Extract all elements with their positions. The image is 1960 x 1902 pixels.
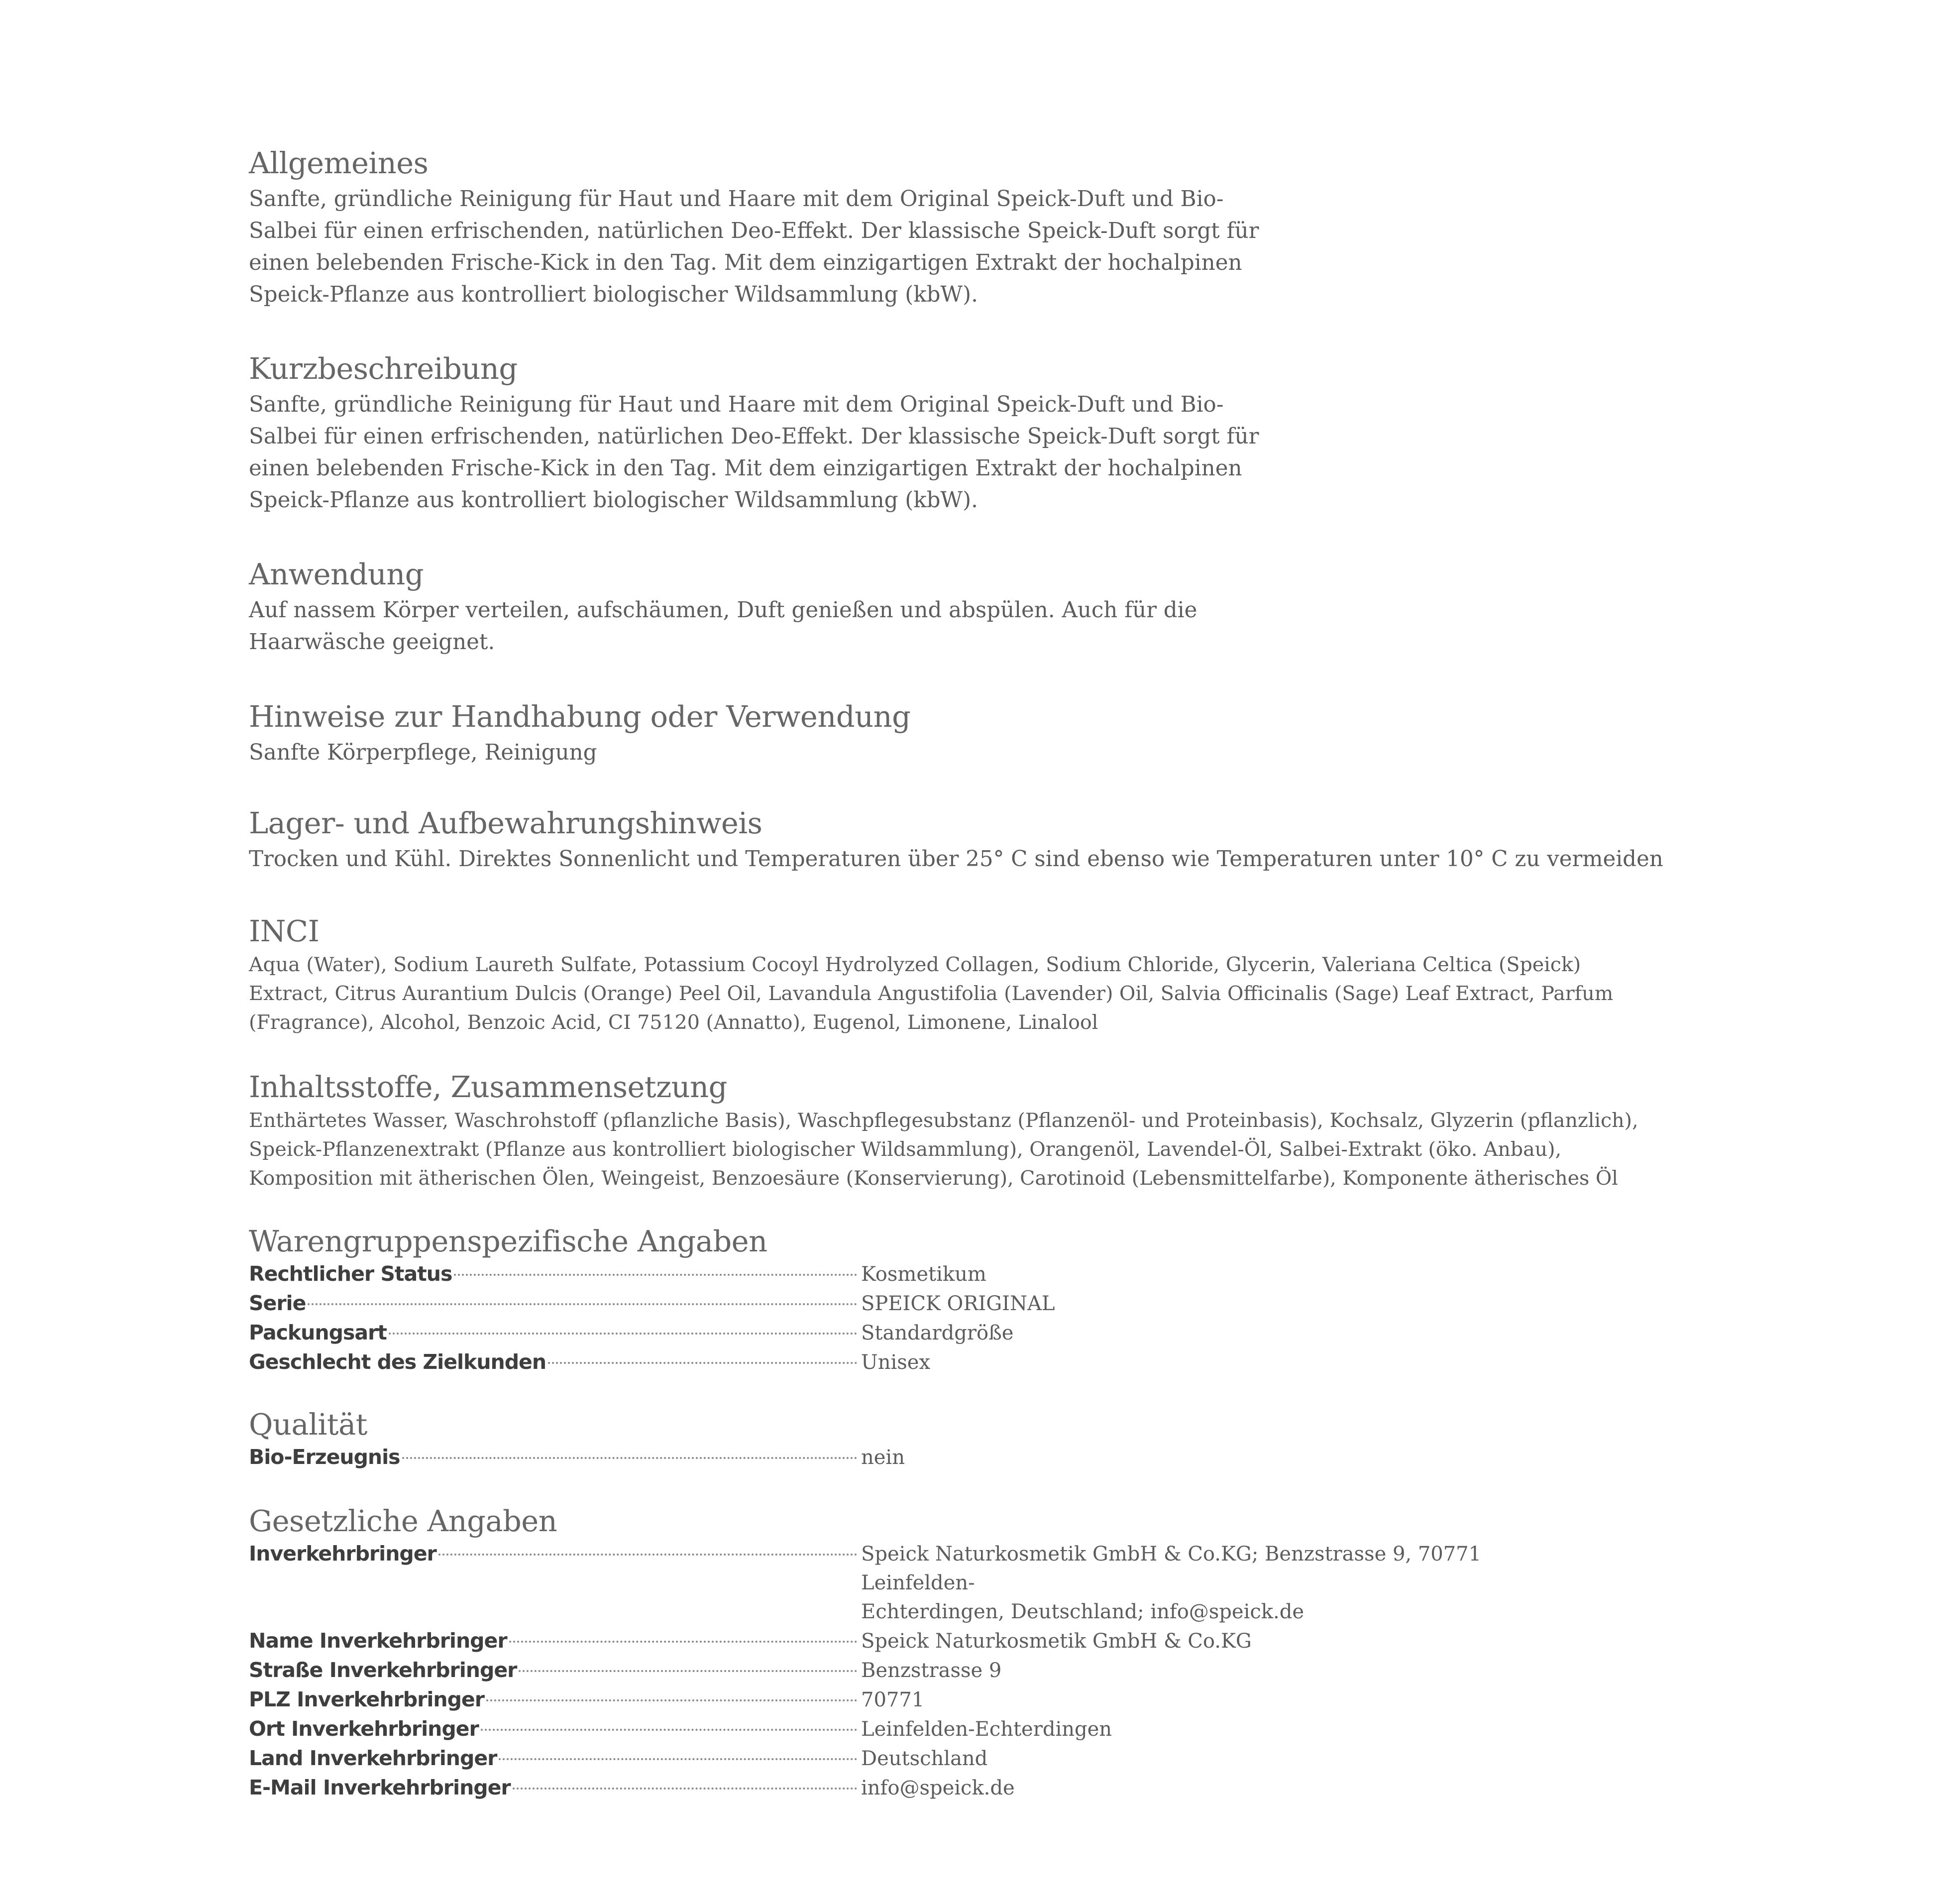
dot-leader (481, 1729, 857, 1731)
spec-value: Standardgröße (861, 1322, 1014, 1344)
spec-key-cell (249, 1443, 861, 1471)
spec-row (249, 1656, 1593, 1685)
dot-leader (454, 1274, 857, 1276)
section-lager (249, 805, 1663, 875)
spec-key: PLZ Inverkehrbringer (249, 1687, 484, 1711)
spec-key-cell (249, 1289, 861, 1318)
section-heading: Anwendung (249, 557, 424, 591)
spec-value: Deutschland (861, 1747, 988, 1770)
spec-list (249, 1443, 1593, 1472)
dot-leader (438, 1554, 857, 1556)
section-text: Sanfte, gründliche Reinigung für Haut und Haare mit dem Original Speick-Duft und Bio- Salbei für einen erfrischenden, natürlichen Deo-Effekt. Der klassische Speick-Duft sorgt für einen belebenden Frische-Kick in den Tag. Mit dem einzigartigen Extrakt der hochalpinen Speick-Pflanze aus kontrolliert biologischer Wildsammlung (kbW). (249, 392, 1259, 513)
dot-leader (509, 1641, 857, 1643)
spec-key-cell (249, 1714, 861, 1743)
section-warengruppe (249, 1224, 1593, 1377)
section-hinweise (249, 699, 910, 769)
spec-value: SPEICK ORIGINAL (861, 1292, 1055, 1315)
section-heading: Allgemeines (249, 146, 429, 180)
spec-key: Inverkehrbringer (249, 1542, 436, 1566)
dot-leader (308, 1303, 857, 1305)
section-heading: Lager- und Aufbewahrungshinweis (249, 806, 762, 840)
spec-key: Ort Inverkehrbringer (249, 1717, 479, 1741)
section-inhaltsstoffe (249, 1069, 1638, 1193)
section-text: Aqua (Water), Sodium Laureth Sulfate, Potassium Cocoyl Hydrolyzed Collagen, Sodium Chloride, Glycerin, Valeriana Celtica (Speick) Extract, Citrus Aurantium Dulcis (Orange) Peel Oil, Lavandula Angustifolia (Lavender) Oil, Salvia Officinalis (Sage) Leaf Extract, Parfum (Fragrance), Alcohol, Benzoic Acid, CI 75120 (Annatto), Eugenol, Limonene, Linalool (249, 953, 1614, 1034)
section-text: Enthärtetes Wasser, Waschrohstoff (pflanzliche Basis), Waschpflegesubstanz (Pflanzenöl- und Proteinbasis), Kochsalz, Glyzerin (pflanzlich), Speick-Pflanzenextrakt (Pflanze aus kontrolliert biologischer Wildsammlung), Orangenöl, Lavendel-Öl, Salbei-Extrakt (öko. Anbau), Komposition mit ätherischen Ölen, Weingeist, Benzoesäure (Konservierung), Carotinoid (Lebensmittelfarbe), Komponente ätherisches Öl (249, 1109, 1638, 1190)
spec-value: Benzstrasse 9 (861, 1659, 1002, 1682)
spec-row (249, 1347, 1593, 1377)
section-text: Sanfte, gründliche Reinigung für Haut und Haare mit dem Original Speick-Duft und Bio- Salbei für einen erfrischenden, natürlichen Deo-Effekt. Der klassische Speick-Duft sorgt für einen belebenden Frische-Kick in den Tag. Mit dem einzigartigen Extrakt der hochalpinen Speick-Pflanze aus kontrolliert biologischer Wildsammlung (kbW). (249, 187, 1259, 307)
dot-leader (499, 1758, 857, 1760)
dot-leader (389, 1333, 857, 1335)
section-heading: Hinweise zur Handhabung oder Verwendung (249, 699, 911, 734)
spec-row (249, 1289, 1593, 1318)
spec-row (249, 1539, 1593, 1626)
section-heading: INCI (249, 914, 320, 948)
section-inci (249, 913, 1613, 1037)
spec-row (249, 1626, 1593, 1656)
spec-key: E-Mail Inverkehrbringer (249, 1776, 511, 1799)
section-heading: Warengruppenspezifische Angaben (249, 1224, 767, 1258)
spec-row (249, 1685, 1593, 1714)
spec-value: nein (861, 1446, 905, 1469)
spec-row (249, 1773, 1593, 1802)
spec-value: Speick Naturkosmetik GmbH & Co.KG (861, 1630, 1252, 1653)
dot-leader (519, 1670, 857, 1672)
spec-key: Bio-Erzeugnis (249, 1445, 400, 1469)
spec-key-cell (249, 1318, 861, 1347)
spec-list (249, 1539, 1593, 1802)
section-heading: Gesetzliche Angaben (249, 1504, 557, 1538)
spec-value: Speick Naturkosmetik GmbH & Co.KG; Benzstrasse 9, 70771 Leinfelden- Echterdingen, Deutschland; info@speick.de (861, 1543, 1482, 1623)
spec-key: Geschlecht des Zielkunden (249, 1350, 546, 1374)
spec-key-cell (249, 1744, 861, 1773)
spec-row (249, 1318, 1593, 1347)
section-text: Auf nassem Körper verteilen, aufschäumen, Duft genießen und abspülen. Auch für die Haarwäsche geeignet. (249, 598, 1198, 655)
section-heading: Inhaltsstoffe, Zusammensetzung (249, 1070, 727, 1104)
spec-key: Name Inverkehrbringer (249, 1629, 507, 1653)
section-text: Sanfte Körperpflege, Reinigung (249, 740, 597, 765)
spec-row (249, 1259, 1593, 1289)
section-heading: Qualität (249, 1407, 367, 1442)
spec-value: Kosmetikum (861, 1263, 986, 1286)
spec-value: 70771 (861, 1688, 925, 1711)
spec-row (249, 1714, 1593, 1744)
spec-list (249, 1259, 1593, 1377)
spec-key-cell (249, 1656, 861, 1684)
spec-key: Serie (249, 1291, 306, 1315)
dot-leader (513, 1788, 857, 1790)
spec-key: Rechtlicher Status (249, 1262, 452, 1286)
section-text: Trocken und Kühl. Direktes Sonnenlicht und Temperaturen über 25° C sind ebenso wie Temperaturen unter 10° C zu vermeiden (249, 847, 1663, 872)
spec-key-cell (249, 1539, 861, 1568)
dot-leader (486, 1699, 857, 1701)
spec-key-cell (249, 1626, 861, 1655)
section-anwendung (249, 557, 1197, 658)
section-gesetzlich (249, 1503, 1593, 1802)
section-heading: Kurzbeschreibung (249, 351, 518, 386)
spec-key: Packungsart (249, 1321, 387, 1344)
spec-value: Leinfelden-Echterdingen (861, 1718, 1112, 1741)
spec-key-cell (249, 1685, 861, 1714)
section-qualitaet (249, 1407, 1593, 1472)
spec-key-cell (249, 1259, 861, 1288)
spec-key: Straße Inverkehrbringer (249, 1658, 517, 1682)
dot-leader (402, 1457, 857, 1459)
spec-value: info@speick.de (861, 1777, 1015, 1799)
spec-value: Unisex (861, 1351, 931, 1374)
spec-key: Land Inverkehrbringer (249, 1746, 497, 1770)
dot-leader (548, 1362, 857, 1364)
section-allgemeines (249, 145, 1259, 311)
spec-row (249, 1443, 1593, 1472)
section-kurzbeschreibung (249, 351, 1259, 516)
spec-row (249, 1744, 1593, 1773)
spec-key-cell (249, 1773, 861, 1802)
spec-key-cell (249, 1347, 861, 1376)
